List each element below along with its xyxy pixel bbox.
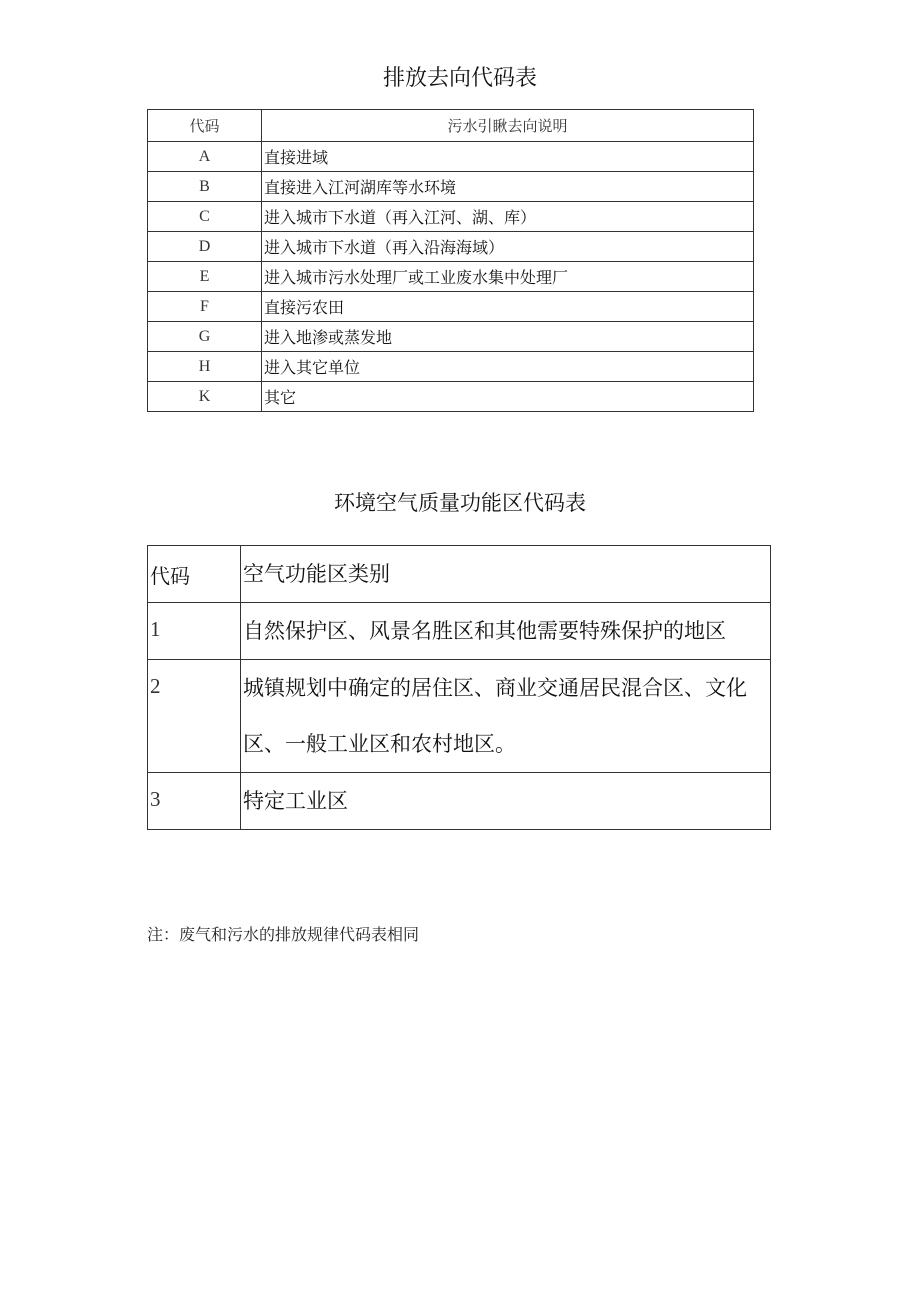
table-row bbox=[148, 773, 771, 830]
header-code: 代码 bbox=[148, 546, 241, 603]
row-description: 进入城市下水道（再入江河、湖、库） bbox=[262, 202, 754, 232]
table2-title: 环境空气质量功能区代码表 bbox=[334, 491, 586, 515]
table-row bbox=[148, 142, 754, 172]
row-description: 进入其它单位 bbox=[262, 352, 754, 382]
discharge-destination-table bbox=[147, 109, 754, 412]
row-description: 直接污农田 bbox=[262, 292, 754, 322]
row-code: A bbox=[148, 142, 262, 172]
table-row bbox=[148, 292, 754, 322]
header-code: 代码 bbox=[148, 110, 262, 142]
row-code: B bbox=[148, 172, 262, 202]
row-description: 进入城市下水道（再入沿海海域） bbox=[262, 232, 754, 262]
header-category: 空气功能区类别 bbox=[241, 546, 771, 603]
row-description: 自然保护区、风景名胜区和其他需要特殊保护的地区 bbox=[241, 603, 771, 660]
table1-title: 排放去向代码表 bbox=[382, 66, 537, 91]
table-row bbox=[148, 202, 754, 232]
row-description: 进入地渗或蒸发地 bbox=[262, 322, 754, 352]
table-header-row bbox=[148, 110, 754, 142]
row-code: H bbox=[148, 352, 262, 382]
row-code: G bbox=[148, 322, 262, 352]
row-description: 直接进入江河湖库等水环境 bbox=[262, 172, 754, 202]
row-code: K bbox=[148, 382, 262, 412]
row-code: D bbox=[148, 232, 262, 262]
row-code: E bbox=[148, 262, 262, 292]
row-code: 2 bbox=[148, 660, 241, 773]
table-header-row bbox=[148, 546, 771, 603]
air-quality-zone-table bbox=[147, 545, 771, 830]
table-row bbox=[148, 262, 754, 292]
table-row bbox=[148, 603, 771, 660]
row-code: 3 bbox=[148, 773, 241, 830]
row-description: 城镇规划中确定的居住区、商业交通居民混合区、文化区、一般工业区和农村地区。 bbox=[241, 660, 771, 773]
table-row bbox=[148, 660, 771, 773]
footnote: 注：废气和污水的排放规律代码表相同 bbox=[147, 927, 420, 944]
row-code: F bbox=[148, 292, 262, 322]
row-code: C bbox=[148, 202, 262, 232]
row-description: 直接进域 bbox=[262, 142, 754, 172]
row-description: 特定工业区 bbox=[241, 773, 771, 830]
header-description: 污水引瞅去向说明 bbox=[262, 110, 754, 142]
table-row bbox=[148, 232, 754, 262]
table-row bbox=[148, 172, 754, 202]
row-description: 其它 bbox=[262, 382, 754, 412]
row-description: 进入城市污水处理厂或工业废水集中处理厂 bbox=[262, 262, 754, 292]
row-code: 1 bbox=[148, 603, 241, 660]
table-row bbox=[148, 382, 754, 412]
table-row bbox=[148, 322, 754, 352]
table-row bbox=[148, 352, 754, 382]
